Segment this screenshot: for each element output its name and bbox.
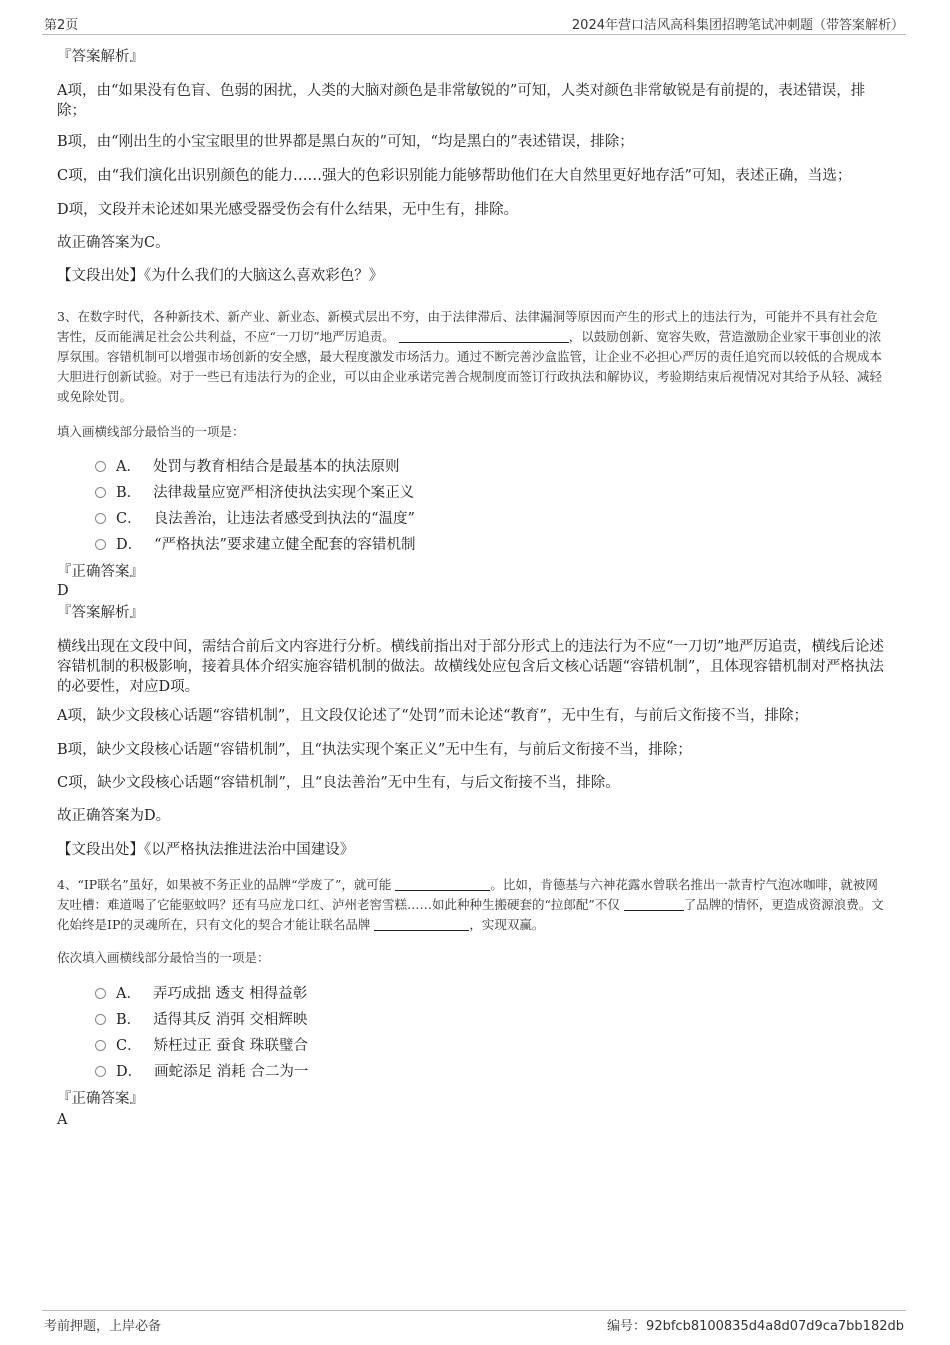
page-footer <box>42 1310 906 1335</box>
q3-option-a-letter: A． <box>116 459 141 475</box>
q3-option-c-letter: C． <box>116 511 142 527</box>
q3-analysis-main: 横线出现在文段中间，需结合前后文内容进行分析。横线前指出对于部分形式上的违法行为不应“一刀切”地严厉追责，横线后论述容错机制的积极影响，接着具体介绍实施容错机制的做法。故横线处应包含后文核心话题“容错机制”，且体现容错机制对严格执法的必要性，对应D项。 <box>57 639 884 695</box>
q4-prompt: 依次填入画横线部分最恰当的一项是： <box>57 950 270 965</box>
q2-analysis-d: D项，文段并未论述如果光感受器受伤会有什么结果，无中生有，排除。 <box>57 202 519 218</box>
radio-icon[interactable] <box>95 1066 106 1077</box>
q3-source: 【文段出处】《以严格执法推进法治中国建设》 <box>57 842 355 858</box>
q2-conclusion: 故正确答案为C。 <box>57 235 170 251</box>
q3-stem <box>57 307 887 407</box>
q2-analysis-b: B项，由“刚出生的小宝宝眼里的世界都是黑白灰的”可知，“均是黑白的”表述错误，排除； <box>57 134 634 150</box>
q4-option-d-letter: D． <box>116 1064 143 1080</box>
q3-conclusion: 故正确答案为D。 <box>57 808 171 824</box>
footer-slogan: 考前押题，上岸必备 <box>44 1319 162 1334</box>
q4-option-c-letter: C． <box>116 1038 142 1054</box>
q3-prompt: 填入画横线部分最恰当的一项是： <box>57 424 245 439</box>
q3-answer-label: 『正确答案』 <box>57 564 144 580</box>
q4-stem-part3: 了品牌的情怀，更造成资源浪费。文化始终是IP的灵魂所在，只有文化的契合才能让联名品牌 <box>57 897 884 932</box>
q3-analysis-b: B项，缺少文段核心话题“容错机制”，且“执法实现个案正义”无中生有，与前后文衔接不当，排除； <box>57 742 692 758</box>
q3-option-d[interactable] <box>95 535 415 555</box>
q4-option-c[interactable] <box>95 1036 308 1056</box>
q3-answer: D <box>57 583 69 599</box>
q4-answer-label: 『正确答案』 <box>57 1091 144 1107</box>
q4-stem-part2: 。比如，肯德基与六神花露水曾联名推出一款青柠气泡冰咖啡，就被网友吐槽：难道喝了它能驱蚊吗？还有马应龙口红、泸州老窖雪糕……如此种种生搬硬套的“拉郎配”不仅 <box>57 877 878 912</box>
q3-stem-part2: ，以鼓励创新、宽容失败，营造激励企业家干事创业的浓厚氛围。容错机制可以增强市场创新的安全感，最大程度激发市场活力。通过不断完善沙盒监管，让企业不必担心严厉的责任追究而以较低的合规成本大胆进行创新试验。对于一些已有违法行为的企业，可以由企业承诺完善合规制度而签订行政执法和解协议，考验期结束后视情况对其给予从轻、减轻或免除处罚。 <box>57 329 883 404</box>
q3-option-a[interactable] <box>95 457 399 477</box>
radio-icon[interactable] <box>95 988 106 999</box>
q3-option-d-text: “严格执法”要求建立健全配套的容错机制 <box>154 537 416 553</box>
q3-option-a-text: 处罚与教育相结合是最基本的执法原则 <box>152 459 400 475</box>
q4-option-a-text: 弄巧成拙 透支 相得益彰 <box>152 986 308 1002</box>
q3-option-b-text: 法律裁量应宽严相济使执法实现个案正义 <box>153 485 415 501</box>
q3-analysis-c: C项，缺少文段核心话题“容错机制”，且“良法善治”无中生有，与后文衔接不当，排除。 <box>57 775 620 791</box>
q3-analysis-label: 『答案解析』 <box>57 605 144 621</box>
q4-stem-part4: ，实现双赢。 <box>469 917 545 932</box>
q2-analysis-label: 『答案解析』 <box>57 49 144 65</box>
radio-icon[interactable] <box>95 1014 106 1025</box>
q4-option-a-letter: A． <box>116 986 141 1002</box>
radio-icon[interactable] <box>95 1040 106 1051</box>
q4-option-b-letter: B． <box>116 1012 142 1028</box>
q2-analysis-a: A项，由“如果没有色盲、色弱的困扰，人类的大脑对颜色是非常敏锐的”可知，人类对颜色非常敏锐是有前提的，表述错误，排除； <box>57 83 866 119</box>
radio-icon[interactable] <box>95 461 106 472</box>
document-id: 编号：92bfcb8100835d4a8d07d9ca7bb182db <box>607 1319 904 1334</box>
q4-option-c-text: 矫枉过正 蚕食 珠联璧合 <box>153 1038 308 1054</box>
q3-option-d-letter: D． <box>116 537 143 553</box>
page-header <box>42 12 906 35</box>
q2-source: 【文段出处】《为什么我们的大脑这么喜欢彩色？》 <box>57 268 384 284</box>
q4-option-d[interactable] <box>95 1062 308 1082</box>
q4-option-a[interactable] <box>95 984 307 1004</box>
radio-icon[interactable] <box>95 513 106 524</box>
q3-option-b[interactable] <box>95 483 414 503</box>
q4-option-b[interactable] <box>95 1010 307 1030</box>
q3-option-c[interactable] <box>95 509 415 529</box>
page-number: 第2页 <box>44 18 79 33</box>
q4-blank-3 <box>374 918 469 931</box>
document-title: 2024年营口洁风高科集团招聘笔试冲刺题（带答案解析） <box>571 18 904 33</box>
radio-icon[interactable] <box>95 539 106 550</box>
q4-blank-2 <box>624 898 684 911</box>
q4-answer: A <box>57 1112 68 1128</box>
radio-icon[interactable] <box>95 487 106 498</box>
q2-analysis-c: C项，由“我们演化出识别颜色的能力……强大的色彩识别能力能够帮助他们在大自然里更好地存活”可知，表述正确，当选； <box>57 168 852 184</box>
q3-analysis-a: A项，缺少文段核心话题“容错机制”，且文段仅论述了“处罚”而未论述“教育”，无中生有，与前后文衔接不当，排除； <box>57 708 808 724</box>
q4-blank-1 <box>395 878 490 891</box>
q3-option-b-letter: B． <box>116 485 142 501</box>
q3-option-c-text: 良法善治，让违法者感受到执法的“温度” <box>153 511 415 527</box>
q4-stem <box>57 875 887 935</box>
q3-blank <box>399 330 569 343</box>
q4-option-b-text: 适得其反 消弭 交相辉映 <box>153 1012 308 1028</box>
q3-stem-part1: 3、在数字时代，各种新技术、新产业、新业态、新模式层出不穷，由于法律滞后、法律漏洞等原因而产生的形式上的违法行为，可能并不具有社会危害性，反而能满足社会公共利益，不应“一刀切”地严厉追责。 <box>57 309 878 344</box>
q4-stem-part1: 4、“IP联名”虽好，如果被不务正业的品牌“学废了”，就可能 <box>57 877 392 892</box>
q4-option-d-text: 画蛇添足 消耗 合二为一 <box>154 1064 309 1080</box>
